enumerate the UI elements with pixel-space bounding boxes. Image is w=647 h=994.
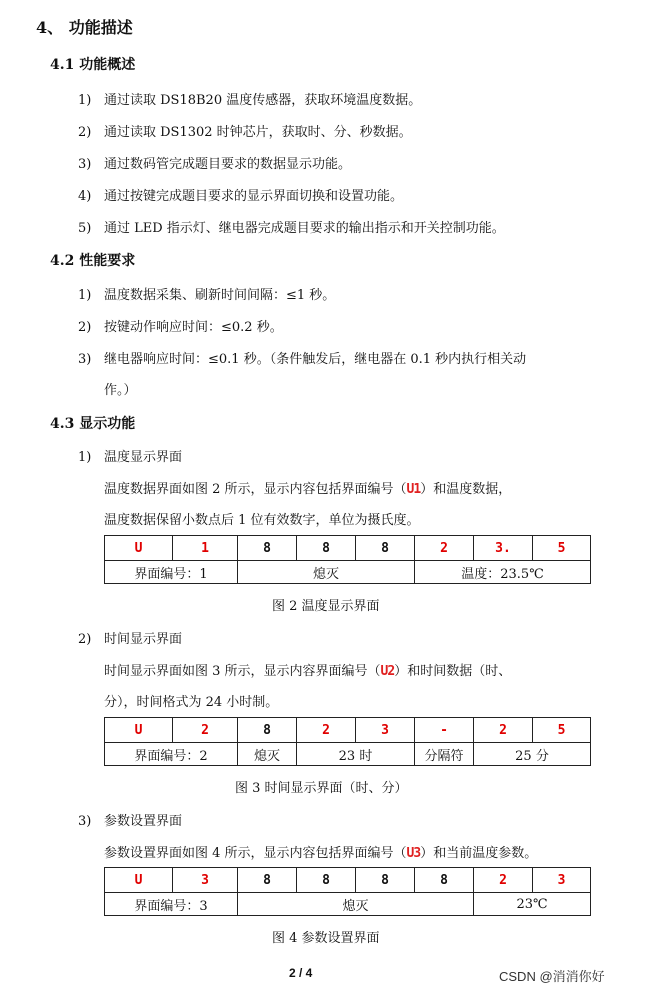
segment-digit: - (415, 718, 474, 743)
segment-digit: 3 (173, 868, 238, 893)
segment-label: 23℃ (474, 893, 591, 916)
segment-label: 熄灭 (238, 561, 415, 584)
segment-digit: 8 (356, 868, 415, 893)
paragraph-line: 参数设置界面如图 4 所示，显示内容包括界面编号（U3）和当前温度参数。 (104, 846, 538, 861)
paragraph-line: 温度数据界面如图 2 所示，显示内容包括界面编号（U1）和温度数据， (104, 482, 512, 497)
figure-caption: 图 3 时间显示界面（时、分） (235, 781, 408, 796)
segment-digit: U (105, 718, 173, 743)
segment-digit: 8 (297, 868, 356, 893)
segment-digit: U (105, 536, 173, 561)
segment-digit: 8 (238, 868, 297, 893)
segment-label: 界面编号：1 (105, 561, 238, 584)
segment-table-param (104, 867, 591, 916)
segment-digit: 3 (356, 718, 415, 743)
item-title-temp: 1) 温度显示界面 (78, 450, 183, 465)
paragraph-line: 分），时间格式为 24 小时制。 (104, 695, 279, 710)
segment-digit: 8 (238, 718, 297, 743)
list-item: 2) 通过读取 DS1302 时钟芯片，获取时、分、秒数据。 (78, 125, 412, 140)
interface-code: U3 (406, 846, 421, 861)
list-item: 4) 通过按键完成题目要求的显示界面切换和设置功能。 (78, 189, 404, 204)
segment-digit: 5 (533, 718, 591, 743)
paragraph-line: 时间显示界面如图 3 所示，显示内容界面编号（U2）和时间数据（时、 (104, 664, 512, 679)
item-title-time: 2) 时间显示界面 (78, 632, 183, 647)
subsection-title-4-2: 4.2 性能要求 (50, 253, 136, 269)
subsection-title-4-3: 4.3 显示功能 (50, 416, 136, 432)
segment-digit: 2 (415, 536, 474, 561)
subsection-title-4-1: 4.1 功能概述 (50, 57, 136, 73)
segment-digit: 3. (474, 536, 533, 561)
section-heading: 4、 功能描述 (36, 18, 133, 37)
segment-digit: 8 (415, 868, 474, 893)
segment-digit: U (105, 868, 173, 893)
segment-digit: 3 (533, 868, 591, 893)
interface-code: U1 (406, 482, 421, 497)
segment-label: 熄灭 (238, 743, 297, 766)
segment-table-time (104, 717, 591, 766)
list-item: 1) 温度数据采集、刷新时间间隔：≤1 秒。 (78, 288, 336, 303)
segment-label: 温度：23.5℃ (415, 561, 591, 584)
list-item-continuation: 作。） (104, 383, 137, 398)
paragraph-line: 温度数据保留小数点后 1 位有效数字，单位为摄氏度。 (104, 513, 420, 528)
segment-label: 23 时 (297, 743, 415, 766)
list-item: 1) 通过读取 DS18B20 温度传感器，获取环境温度数据。 (78, 93, 422, 108)
list-item: 3) 通过数码管完成题目要求的数据显示功能。 (78, 157, 352, 172)
segment-digit: 5 (533, 536, 591, 561)
page-number: 2 / 4 (289, 966, 313, 980)
list-item: 2) 按键动作响应时间：≤0.2 秒。 (78, 320, 283, 335)
segment-digit: 2 (474, 868, 533, 893)
figure-caption: 图 2 温度显示界面 (272, 599, 380, 614)
segment-table-temp (104, 535, 591, 584)
segment-label: 界面编号：3 (105, 893, 238, 916)
figure-caption: 图 4 参数设置界面 (272, 931, 380, 946)
list-item: 5) 通过 LED 指示灯、继电器完成题目要求的输出指示和开关控制功能。 (78, 221, 505, 236)
segment-label: 界面编号：2 (105, 743, 238, 766)
interface-code: U2 (380, 664, 395, 679)
segment-digit: 2 (173, 718, 238, 743)
segment-digit: 2 (297, 718, 356, 743)
watermark: CSDN @消消你好 (499, 969, 605, 984)
segment-digit: 8 (297, 536, 356, 561)
segment-label: 熄灭 (238, 893, 474, 916)
segment-label: 25 分 (474, 743, 591, 766)
segment-digit: 8 (356, 536, 415, 561)
segment-digit: 1 (173, 536, 238, 561)
item-title-param: 3) 参数设置界面 (78, 814, 183, 829)
segment-digit: 8 (238, 536, 297, 561)
segment-label: 分隔符 (415, 743, 474, 766)
segment-digit: 2 (474, 718, 533, 743)
list-item: 3) 继电器响应时间：≤0.1 秒。（条件触发后，继电器在 0.1 秒内执行相关动 (78, 352, 527, 367)
